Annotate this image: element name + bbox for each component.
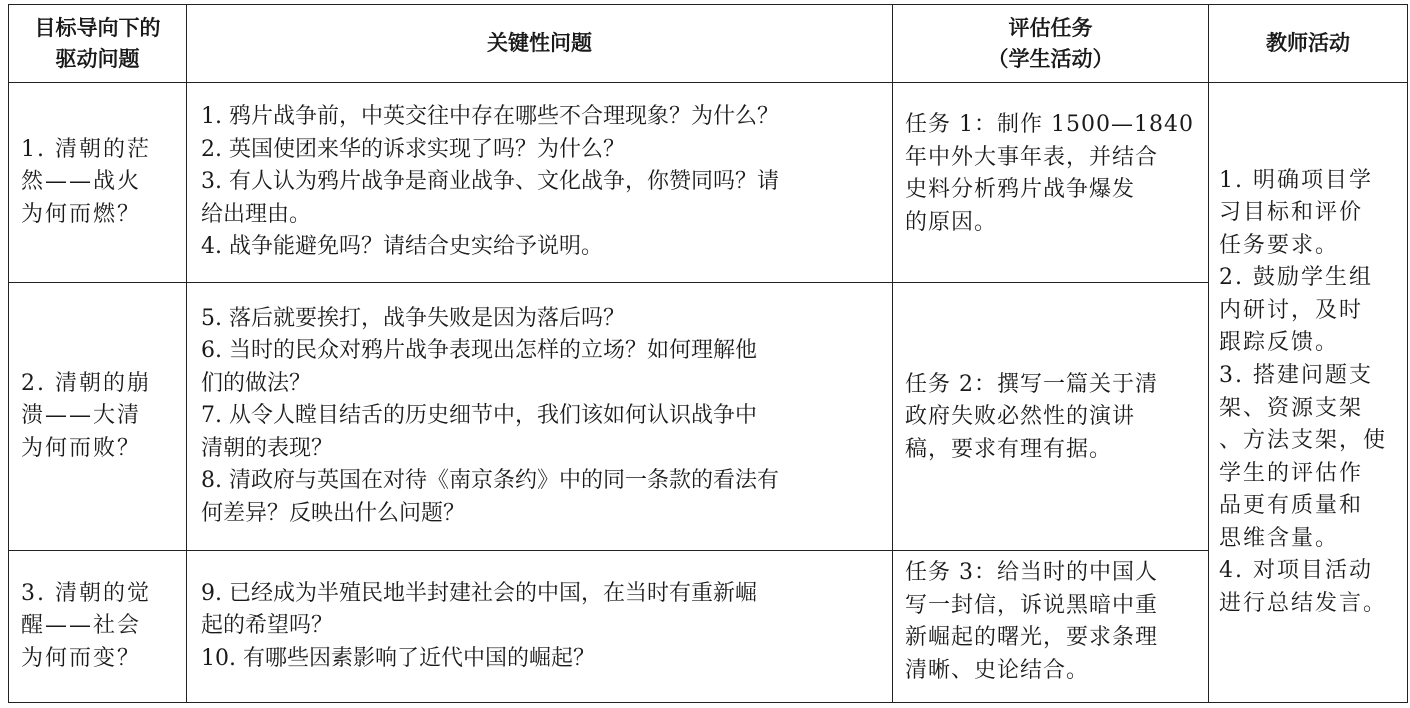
header-assessment-task: 评估任务 （学生活动）: [893, 5, 1209, 83]
header-teacher-activity: 教师活动: [1209, 5, 1408, 83]
driver-question-3: 3. 清朝的觉 醒——社会 为何而变？: [9, 551, 187, 703]
header-key-questions: 关键性问题: [187, 5, 893, 83]
table-row: [9, 83, 1408, 283]
assessment-task-2: 任务 2：撰写一篇关于清 政府失败必然性的演讲 稿，要求有理有据。: [893, 283, 1209, 551]
table-row: [9, 283, 1408, 551]
teacher-activity: 1. 明确项目学 习目标和评价 任务要求。 2. 鼓励学生组 内研讨，及时 跟踪反馈。 3. 搭建问题支 架、资源支架 、方法支架，使 学生的评估作 品更有质量和 思维含量。 4. 对项目活动 进行总结发言。: [1209, 83, 1408, 703]
driver-question-2: 2. 清朝的崩 溃——大清 为何而败？: [9, 283, 187, 551]
table-row: [9, 551, 1408, 703]
key-questions-3: 9. 已经成为半殖民地半封建社会的中国，在当时有重新崛 起的希望吗？ 10. 有哪些因素影响了近代中国的崛起？: [187, 551, 893, 703]
assessment-task-3: 任务 3：给当时的中国人 写一封信，诉说黑暗中重 新崛起的曙光，要求条理 清晰、史论结合。: [893, 551, 1209, 703]
header-row: [9, 5, 1408, 83]
driver-question-1: 1. 清朝的茫 然——战火 为何而燃？: [9, 83, 187, 283]
key-questions-1: 1. 鸦片战争前，中英交往中存在哪些不合理现象？为什么？ 2. 英国使团来华的诉求实现了吗？为什么？ 3. 有人认为鸦片战争是商业战争、文化战争，你赞同吗？请 给出理由。 4. 战争能避免吗？请结合史实给予说明。: [187, 83, 893, 283]
key-questions-2: 5. 落后就要挨打，战争失败是因为落后吗？ 6. 当时的民众对鸦片战争表现出怎样的立场？如何理解他 们的做法？ 7. 从令人瞠目结舌的历史细节中，我们该如何认识战争中 清朝的表现？ 8. 清政府与英国在对待《南京条约》中的同一条款的看法有 何差异？反映出什么问题？: [187, 283, 893, 551]
header-driver-question: 目标导向下的 驱动问题: [9, 5, 187, 83]
activity-table: [8, 4, 1408, 703]
assessment-task-1: 任务 1：制作 1500—1840 年中外大事年表，并结合 史料分析鸦片战争爆发 的原因。: [893, 83, 1209, 283]
